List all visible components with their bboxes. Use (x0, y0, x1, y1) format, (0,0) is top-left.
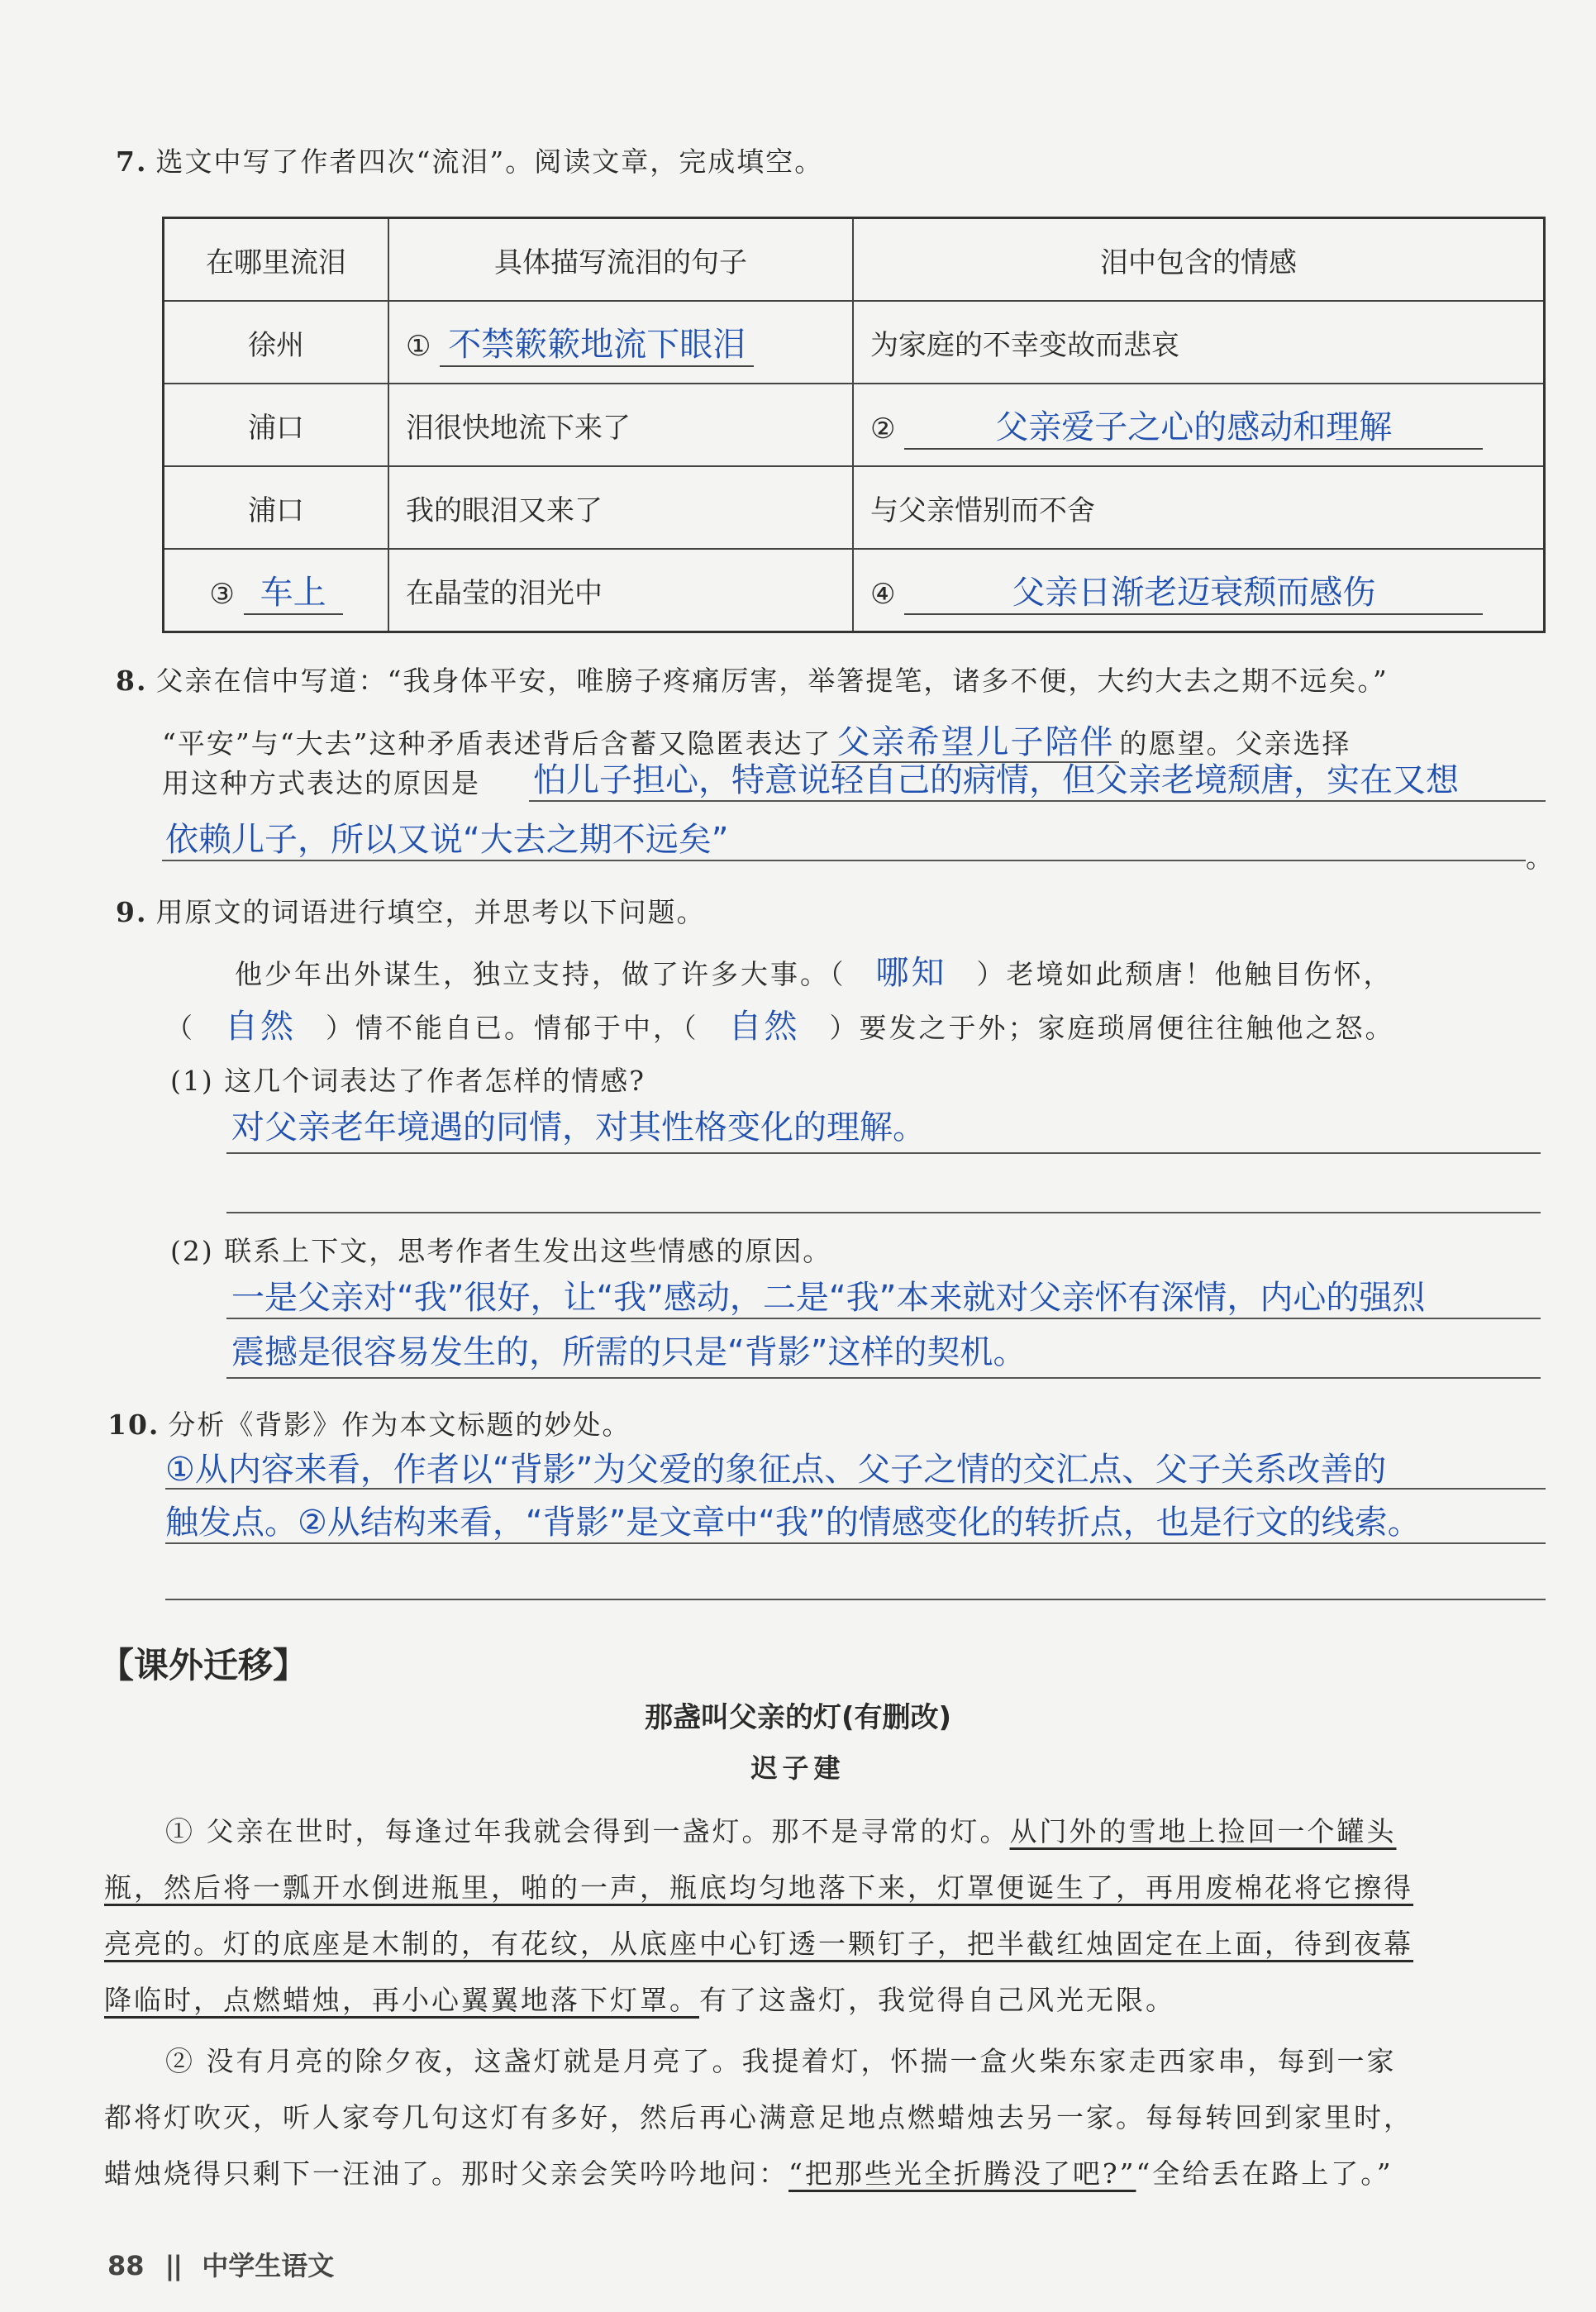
journal-name: 中学生语文 (202, 2250, 335, 2281)
underlined-text: “把那些光全折腾没了吧?” (788, 2157, 1136, 2190)
article-paragraph-1-line-3: 亮亮的。灯的底座是木制的，有花纹，从底座中心钉透一颗钉子，把半截红烛固定在上面，待到夜幕 (104, 1928, 1413, 1960)
question-text: 选文中写了作者四次“流泪”。阅读文章，完成填空。 (155, 145, 824, 178)
sentence-cell: 泪很快地流下来了 (388, 384, 853, 466)
q9-answer-2-line-2[interactable]: 震撼是很容易发生的，所需的只是“背影”这样的契机。 (231, 1333, 1027, 1371)
article-paragraph-1-line-1 (165, 1810, 1397, 1849)
answer-line (165, 1599, 1546, 1600)
question-9 (116, 891, 705, 930)
q10-answer-line-1[interactable]: ①从内容来看，作者以“背影”为父爱的象征点、父子之情的交汇点、父子关系改善的 (165, 1451, 1387, 1489)
question-number: 7. (116, 145, 148, 178)
answer-line (162, 860, 1526, 861)
article-title: 那盏叫父亲的灯(有删改) (644, 1701, 952, 1734)
question-text: 的愿望。父亲选择 (1119, 727, 1351, 760)
q10-answer-line-2[interactable]: 触发点。②从结构来看，“背影”是文章中“我”的情感变化的转折点，也是行文的线索。 (165, 1504, 1421, 1542)
blank-word-2[interactable]: 自然 (225, 1008, 296, 1046)
emotion-cell: 为家庭的不幸变故而悲哀 (853, 301, 1545, 384)
question-text: 分析《背影》作为本文标题的妙处。 (168, 1409, 631, 1441)
table-row (164, 301, 1545, 384)
emotion-cell[interactable] (853, 549, 1545, 632)
article-paragraph-2-line-1: ② 没有月亮的除夕夜，这盏灯就是月亮了。我提着灯，怀揣一盒火柴东家走西家串，每到一家 (165, 2045, 1397, 2077)
answer-blank-1[interactable]: 不禁簌簌地流下眼泪 (440, 318, 754, 367)
q9-answer-1[interactable]: 对父亲老年境遇的同情，对其性格变化的理解。 (231, 1108, 926, 1146)
q9-passage-line-2 (165, 1000, 1395, 1047)
answer-line (165, 1542, 1546, 1544)
article-paragraph-2-line-2: 都将灯吹灭，听人家夸几句这灯有多好，然后再心满意足地点燃蜡烛去另一家。每每转回到家里时， (104, 2101, 1413, 2133)
blank-word-1[interactable]: 哪知 (875, 954, 947, 992)
answer-line (226, 1152, 1541, 1154)
answer-blank-desire[interactable]: 父亲希望儿子陪伴 (831, 723, 1119, 763)
table-header-row (164, 218, 1545, 302)
emotion-cell[interactable] (853, 384, 1545, 466)
article-paragraph-1-line-2: 瓶，然后将一瓢开水倒进瓶里，啪的一声，瓶底均匀地落下来，灯罩便诞生了，再用废棉花将它擦得 (104, 1871, 1413, 1904)
passage-text: 他少年出外谋生，独立支持，做了许多大事。（ (235, 958, 846, 990)
answer-line (226, 1212, 1541, 1213)
tears-table (162, 217, 1546, 633)
question-7 (116, 141, 823, 179)
q9-sub-question-1: (1) 这几个词表达了作者怎样的情感? (170, 1065, 646, 1097)
q9-answer-2-line-1[interactable]: 一是父亲对“我”很好，让“我”感动，二是“我”本来就对父亲怀有深情，内心的强烈 (231, 1279, 1426, 1317)
underlined-text: 降临时，点燃蜡烛，再小心翼翼地落下灯罩。 (104, 1984, 699, 2016)
article-paragraph-2-line-3 (104, 2152, 1394, 2191)
question-10 (107, 1404, 631, 1442)
passage-text: ）要发之于外；家庭琐屑便往往触他之怒。 (829, 1012, 1395, 1044)
sentence-cell: 在晶莹的泪光中 (388, 549, 853, 632)
answer-line (226, 1377, 1541, 1379)
question-8-line-1 (116, 660, 1389, 698)
question-text: 用这种方式表达的原因是 (162, 767, 480, 799)
table-row (164, 384, 1545, 466)
paragraph-text: 蜡烛烧得只剩下一汪油了。那时父亲会笑吟吟地问： (104, 2157, 788, 2190)
sentence-cell: 我的眼泪又来了 (388, 466, 853, 549)
answer-blank-4[interactable]: 父亲日渐老迈衰颓而感伤 (904, 566, 1483, 615)
paragraph-text: ① 父亲在世时，每逢过年我就会得到一盏灯。那不是寻常的灯。 (165, 1815, 1010, 1847)
page-footer (107, 2245, 334, 2283)
paragraph-text: “全给丢在路上了。” (1136, 2157, 1394, 2190)
header-cell: 在哪里流泪 (164, 218, 389, 302)
place-cell: 浦口 (164, 466, 389, 549)
footer-separator: || (164, 2250, 182, 2281)
answer-marker: ③ (209, 577, 235, 611)
passage-text: ）情不能自已。情郁于中，（ (326, 1012, 699, 1044)
q9-passage-line-1 (235, 946, 1394, 994)
question-text: 用原文的词语进行填空，并思考以下问题。 (155, 896, 706, 928)
header-cell: 泪中包含的情感 (853, 218, 1545, 302)
question-number: 8. (116, 665, 148, 697)
period: 。 (1526, 841, 1555, 874)
question-number: 9. (116, 896, 148, 928)
answer-marker: ④ (870, 577, 896, 611)
question-number: 10. (107, 1409, 160, 1441)
passage-text: （ (165, 1012, 195, 1044)
passage-text: ）老境如此颓唐！他触目伤怀， (976, 958, 1394, 990)
section-heading: 【课外迁移】 (99, 1645, 308, 1685)
page-number: 88 (107, 2250, 145, 2281)
underlined-text: 从门外的雪地上捡回一个罐头 (1009, 1815, 1397, 1847)
emotion-cell: 与父亲惜别而不舍 (853, 466, 1545, 549)
article-author: 迟子建 (750, 1752, 846, 1784)
question-8-line-3 (162, 762, 480, 801)
answer-blank-2[interactable]: 父亲爱子之心的感动和理解 (904, 401, 1483, 450)
q9-sub-question-2: (2) 联系上下文，思考作者生发出这些情感的原因。 (170, 1235, 832, 1267)
place-cell: 徐州 (164, 301, 389, 384)
answer-line (165, 1488, 1546, 1490)
answer-line (226, 1318, 1541, 1319)
blank-word-3[interactable]: 自然 (728, 1008, 800, 1046)
answer-blank-3[interactable]: 车上 (244, 566, 343, 615)
place-cell: 浦口 (164, 384, 389, 466)
sentence-cell[interactable] (388, 301, 853, 384)
answer-marker: ② (870, 412, 896, 446)
article-paragraph-1-line-4 (104, 1979, 1175, 2018)
table-row (164, 549, 1545, 632)
answer-line (529, 800, 1546, 802)
table-row (164, 466, 1545, 549)
paragraph-text: 有了这盏灯，我觉得自己风光无限。 (699, 1984, 1175, 2016)
answer-reason-line-1[interactable]: 怕儿子担心，特意说轻自己的病情，但父亲老境颓唐，实在又想 (533, 761, 1459, 799)
place-cell[interactable] (164, 549, 389, 632)
answer-reason-line-2[interactable]: 依赖儿子，所以又说“大去之期不远矣” (165, 821, 729, 859)
question-text: “平安”与“大去”这种矛盾表述背后含蓄又隐匿表达了 (162, 727, 832, 760)
header-cell: 具体描写流泪的句子 (388, 218, 853, 302)
question-text: 父亲在信中写道：“我身体平安，唯膀子疼痛厉害，举箸提笔，诸多不便，大约大去之期不远矣。” (155, 665, 1389, 697)
answer-marker: ① (406, 329, 431, 363)
